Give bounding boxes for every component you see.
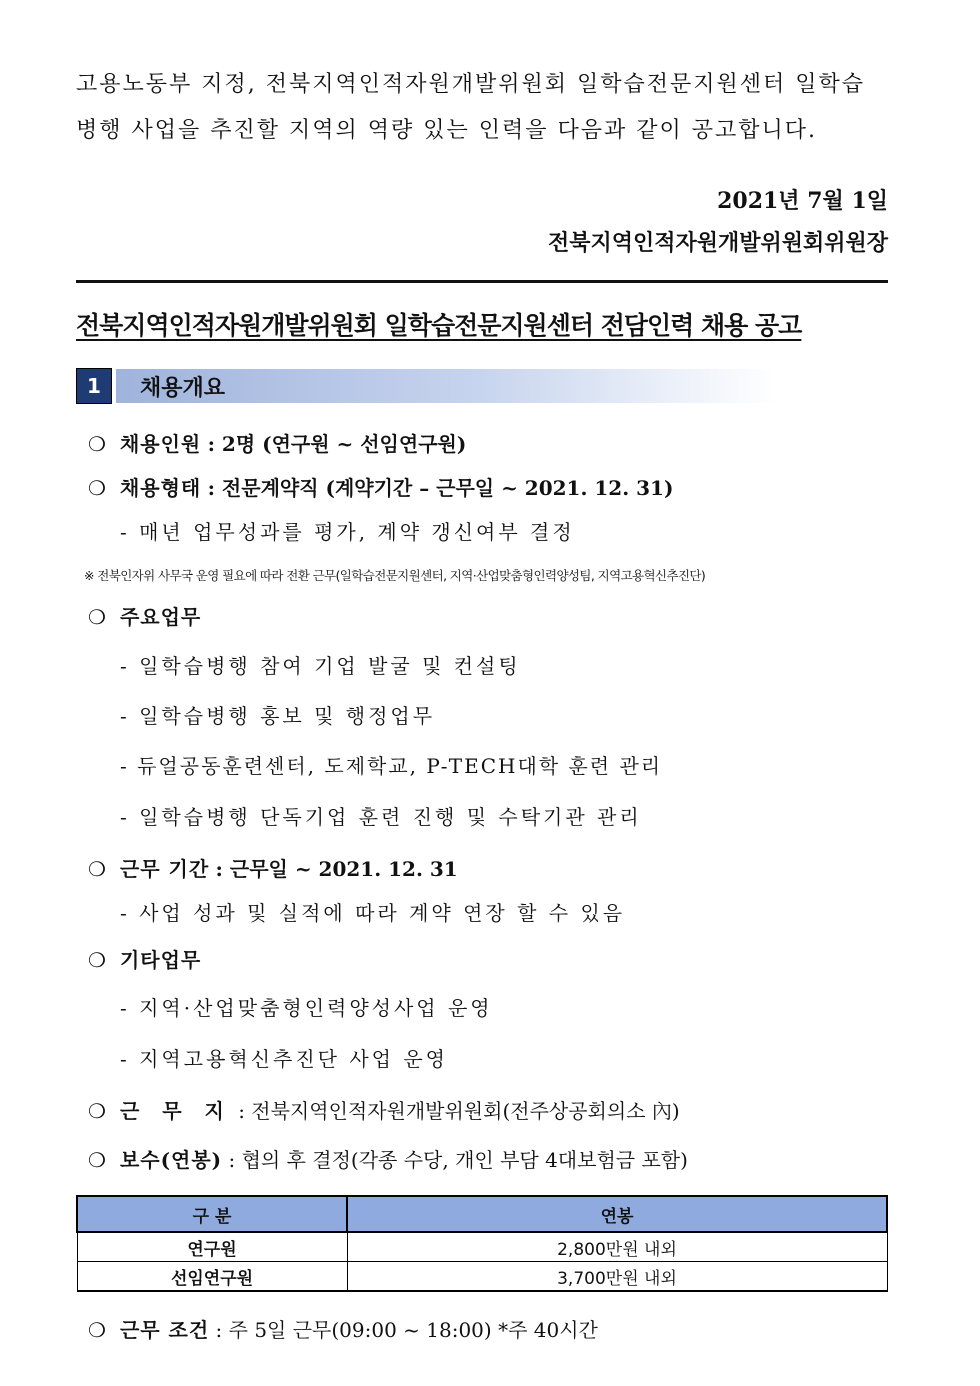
table-row [77, 1232, 887, 1262]
item-label: 근무 조건 [119, 1318, 210, 1342]
circle-bullet-icon: ❍ [88, 476, 106, 500]
item-work-period [88, 853, 458, 882]
list-item: - 지역·산업맞춤형인력양성사업 운영 [120, 996, 493, 1020]
circle-bullet-icon: ❍ [88, 1099, 106, 1123]
divider-rule [76, 280, 888, 283]
list-item: - 듀얼공동훈련센터, 도제학교, P-TECH대학 훈련 관리 [120, 754, 663, 778]
item-label: 주요업무 [119, 605, 202, 629]
item-work-location [88, 1095, 680, 1124]
table-row [77, 1262, 887, 1292]
item-value: : 근무일 ~ 2021. 12. 31 [215, 857, 458, 881]
table-header-category: 구 분 [77, 1196, 347, 1232]
item-sub-text: - 매년 업무성과를 평가, 계약 갱신여부 결정 [120, 520, 575, 544]
table-cell-salary: 3,700만원 내외 [347, 1262, 887, 1292]
section-header [76, 368, 776, 404]
item-value: : 전문계약직 (계약기간 – 근무일 ~ 2021. 12. 31) [207, 476, 674, 500]
list-item: - 일학습병행 홍보 및 행정업무 [120, 704, 436, 728]
table-header-row [77, 1196, 887, 1232]
intro-paragraph [76, 62, 888, 154]
circle-bullet-icon: ❍ [88, 948, 106, 972]
document-title: 전북지역인적자원개발위원회 일학습전문지원센터 전담인력 채용 공고 [76, 311, 802, 340]
list-item: - 지역고용혁신추진단 사업 운영 [120, 1047, 448, 1071]
table-header-salary: 연봉 [347, 1196, 887, 1232]
transfer-note: ※ 전북인자위 사무국 운영 필요에 따라 전환 근무(일학습전문지원센터, 지역·산업맞춤형인력양성팀, 지역고용혁신추진단) [84, 568, 706, 583]
item-value: : 주 5일 근무(09:00 ~ 18:00) *주 40시간 [215, 1318, 598, 1342]
section-label: 채용개요 [116, 369, 776, 403]
intro-line-2: 병행 사업을 추진할 지역의 역량 있는 인력을 다음과 같이 공고합니다. [76, 118, 817, 143]
section-number: 1 [76, 368, 112, 404]
salary-table [76, 1195, 888, 1292]
circle-bullet-icon: ❍ [88, 857, 106, 881]
item-label: 근무 기간 [119, 857, 210, 881]
item-headcount [88, 428, 466, 457]
item-label: 채용인원 [119, 432, 202, 456]
list-item: - 일학습병행 단독기업 훈련 진행 및 수탁기관 관리 [120, 805, 642, 829]
item-sub-text: - 사업 성과 및 실적에 따라 계약 연장 할 수 있음 [120, 901, 626, 925]
item-value: : 전북지역인적자원개발위원회(전주상공회의소 內) [238, 1099, 680, 1123]
table-cell-position: 선임연구원 [77, 1262, 347, 1292]
circle-bullet-icon: ❍ [88, 1148, 106, 1172]
list-item: - 일학습병행 참여 기업 발굴 및 컨설팅 [120, 654, 521, 678]
item-salary [88, 1144, 688, 1173]
item-label: 보수(연봉) [119, 1148, 223, 1172]
item-other-duties [88, 944, 201, 973]
circle-bullet-icon: ❍ [88, 432, 106, 456]
item-value: : 협의 후 결정(각종 수당, 개인 부담 4대보험금 포함) [228, 1148, 688, 1172]
item-label: 기타업무 [119, 948, 202, 972]
table-cell-position: 연구원 [77, 1232, 347, 1262]
table-cell-salary: 2,800만원 내외 [347, 1232, 887, 1262]
item-value: : 2명 (연구원 ~ 선임연구원) [207, 432, 467, 456]
item-label: 채용형태 [119, 476, 202, 500]
item-work-conditions [88, 1314, 598, 1343]
announcement-date: 2021년 7월 1일 [717, 188, 888, 214]
issuer-name: 전북지역인적자원개발위원회위원장 [547, 230, 888, 256]
item-main-duties [88, 601, 201, 630]
intro-line-1: 고용노동부 지정, 전북지역인적자원개발위원회 일학습전문지원센터 일학습 [76, 72, 866, 97]
circle-bullet-icon: ❍ [88, 1318, 106, 1342]
item-employment-type [88, 472, 673, 501]
item-label: 근 무 지 [119, 1099, 232, 1123]
circle-bullet-icon: ❍ [88, 605, 106, 629]
